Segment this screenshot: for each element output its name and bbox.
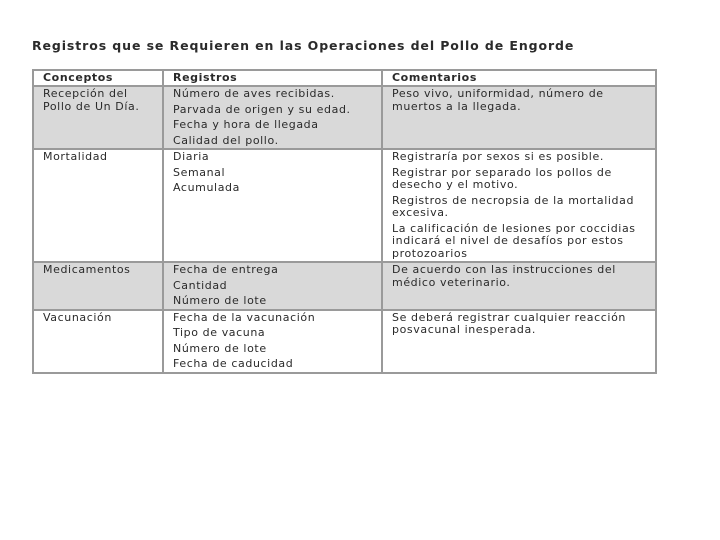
comentario-entry: Registrar por separado los pollos de desecho y el motivo. <box>392 165 612 191</box>
concept-cell: Mortalidad <box>33 149 163 262</box>
comentarios-cell <box>382 149 656 262</box>
registros-cell <box>163 86 382 149</box>
registro-entry: Diaria <box>173 150 210 163</box>
registros-cell <box>163 149 382 262</box>
comentario-entry: Peso vivo, uniformidad, número de muertos a la llegada. <box>392 87 604 113</box>
registro-entry: Acumulada <box>173 181 240 194</box>
comentario-entry: Registros de necropsia de la mortalidad excesiva. <box>392 193 635 219</box>
document-title: Registros que se Requieren en las Operaciones del Pollo de Engorde <box>32 38 575 53</box>
concept-cell: Vacunación <box>33 310 163 373</box>
comentario-entry: Se deberá registrar cualquier reacción posvacunal inesperada. <box>392 310 626 336</box>
comentarios-cell <box>382 86 656 149</box>
registro-entry: Cantidad <box>173 278 228 292</box>
registro-entry: Fecha y hora de llegada <box>173 118 319 131</box>
table-row-recepcion <box>33 86 656 149</box>
table-row-mortalidad <box>33 149 656 262</box>
comentario-entry: Registraría por sexos si es posible. <box>392 150 604 163</box>
registro-entry: Calidad del pollo. <box>173 133 279 147</box>
registro-entry: Número de aves recibidas. <box>173 87 335 100</box>
records-table <box>32 69 657 374</box>
registro-entry: Fecha de entrega <box>173 263 279 276</box>
registros-cell <box>163 310 382 373</box>
header-conceptos: Conceptos <box>33 70 163 86</box>
registro-entry: Fecha de caducidad <box>173 357 294 370</box>
header-registros: Registros <box>163 70 382 86</box>
registro-entry: Fecha de la vacunación <box>173 310 316 324</box>
concept-cell: Recepción del Pollo de Un Día. <box>33 86 163 149</box>
registro-entry: Semanal <box>173 165 226 179</box>
registro-entry: Parvada de origen y su edad. <box>173 102 351 116</box>
table-row-medicamentos <box>33 262 656 310</box>
registros-cell <box>163 262 382 310</box>
concept-cell: Medicamentos <box>33 262 163 310</box>
registro-entry: Número de lote <box>173 294 267 307</box>
table-row-vacunacion <box>33 310 656 373</box>
comentarios-cell <box>382 262 656 310</box>
header-row <box>33 70 656 86</box>
comentario-entry: La calificación de lesiones por coccidias indicará el nivel de desafíos por estos protozoarios <box>392 221 636 260</box>
registro-entry: Tipo de vacuna <box>173 326 266 339</box>
comentario-entry: De acuerdo con las instrucciones del médico veterinario. <box>392 263 616 289</box>
registro-entry: Número de lote <box>173 341 267 355</box>
header-comentarios: Comentarios <box>382 70 656 86</box>
comentarios-cell <box>382 310 656 373</box>
